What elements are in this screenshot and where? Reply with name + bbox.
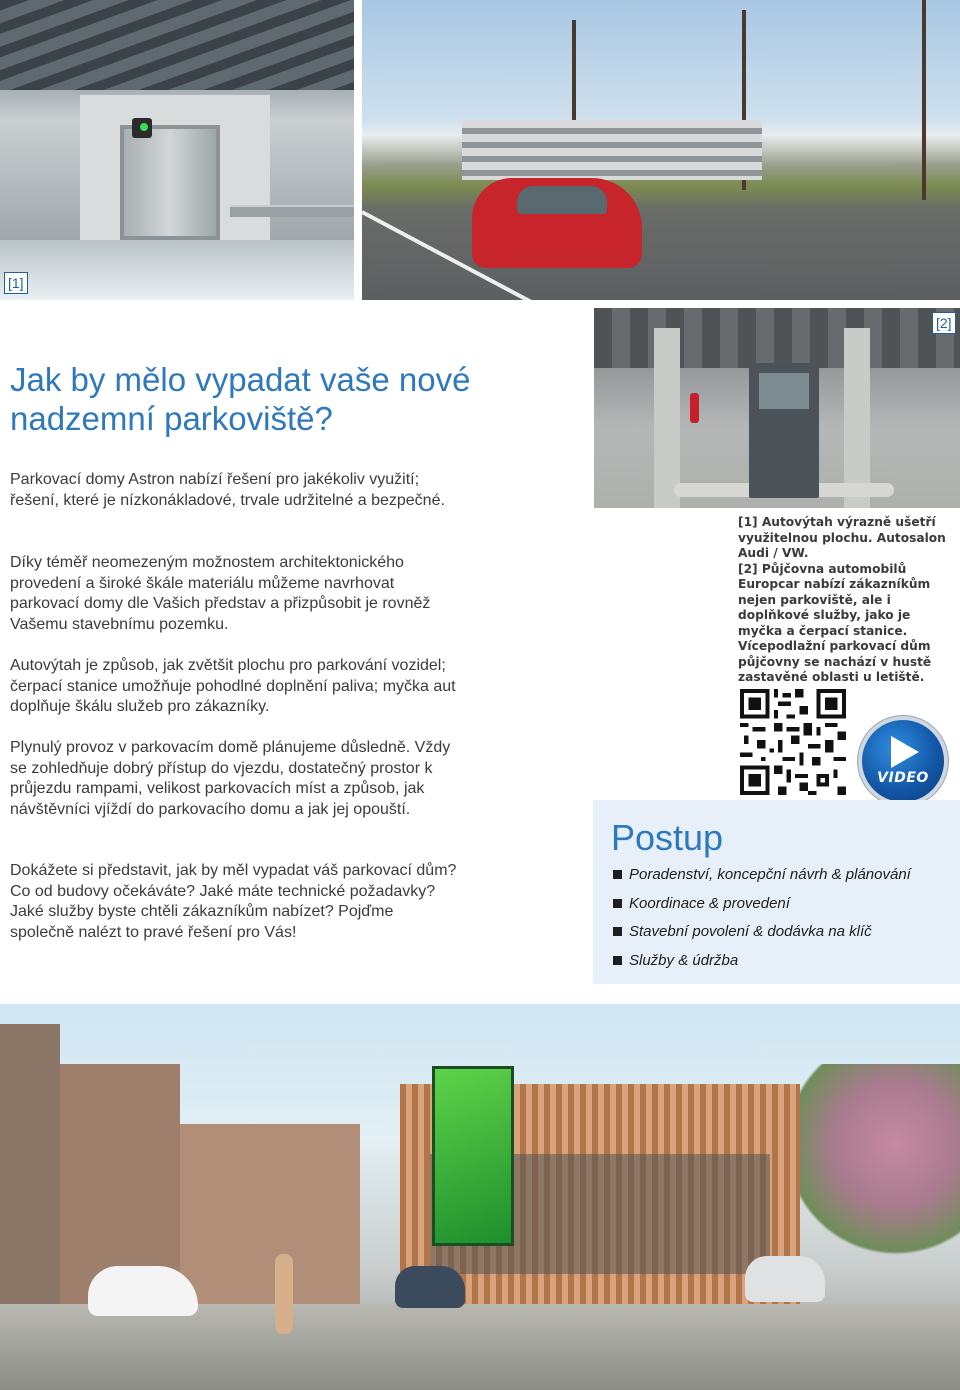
street-photo <box>362 0 960 300</box>
list-item: Stavební povolení & dodávka na klíč <box>613 921 911 950</box>
elevator-photo <box>0 0 354 300</box>
billboard <box>432 1066 514 1246</box>
bullet-square-icon <box>613 870 622 879</box>
postup-panel <box>593 800 960 984</box>
video-label: VIDEO <box>877 770 929 786</box>
postup-title: Postup <box>611 817 724 858</box>
design-paragraph: Díky téměř neomezeným možnostem architektonického provedení a široké škále materiálu můžeme navrhovat parkovací domy dle Vašich představ a přizpůsobit je rovněž Vašemu stavebnímu pozemku. <box>10 554 431 634</box>
play-icon <box>891 736 919 768</box>
bullet-square-icon <box>613 956 622 965</box>
question-paragraph: Dokážete si představit, jak by měl vypadat váš parkovací dům? Co od budovy očekáváte? Jaké máte technické požadavky? Jaké služby byste chtěli zákazníkům nabízet? Pojďme společně nalézt to pravé řešení pro Vás! <box>10 862 457 942</box>
photo-caption: [1] Autovýtah výrazně ušetří využitelnou plochu. Autosalon Audi / VW. [2] Půjčovna automobilů Europcar nabízí zákazníkům nejen parkoviště, ale i doplňkové služby, jako je myčka a čerpací stanice. Vícepodlažní parkovací dům půjčovny se nachází v hustě zastavěné oblasti u letiště. <box>738 515 946 684</box>
parking-house-rendering <box>0 1004 960 1390</box>
list-item: Poradenství, koncepční návrh & plánování <box>613 864 911 893</box>
video-play-button[interactable] <box>862 720 944 802</box>
photo-tag-2: [2] <box>932 312 956 334</box>
postup-list <box>613 864 911 978</box>
list-item: Koordinace & provedení <box>613 893 911 922</box>
bullet-square-icon <box>613 899 622 908</box>
intro-paragraph: Parkovací domy Astron nabízí řešení pro jakékoliv využití; řešení, které je nízkonákladové, trvale udržitelné a bezpečné. <box>10 471 445 509</box>
qr-code[interactable] <box>740 689 846 795</box>
photo-tag-1: [1] <box>4 272 28 294</box>
list-item: Služby & údržba <box>613 950 911 979</box>
fuel-station-photo <box>594 308 960 508</box>
services-paragraph: Autovýtah je způsob, jak zvětšit plochu pro parkování vozidel; čerpací stanice umožňuje pohodlné doplnění paliva; myčka aut doplňuje škálu služeb pro zákazníky. <box>10 657 456 716</box>
traffic-paragraph: Plynulý provoz v parkovacím domě plánujeme důsledně. Vždy se zohledňuje dobrý přístup do vjezdu, dostatečný prostor k průjezdu rampami, velikost parkovacích míst a způsob, jak návštěvníci vjíždí do parkovacího domu a jak jej opouští. <box>10 739 451 819</box>
page-headline: Jak by mělo vypadat vaše nové nadzemní parkoviště? <box>10 361 471 437</box>
bullet-square-icon <box>613 927 622 936</box>
